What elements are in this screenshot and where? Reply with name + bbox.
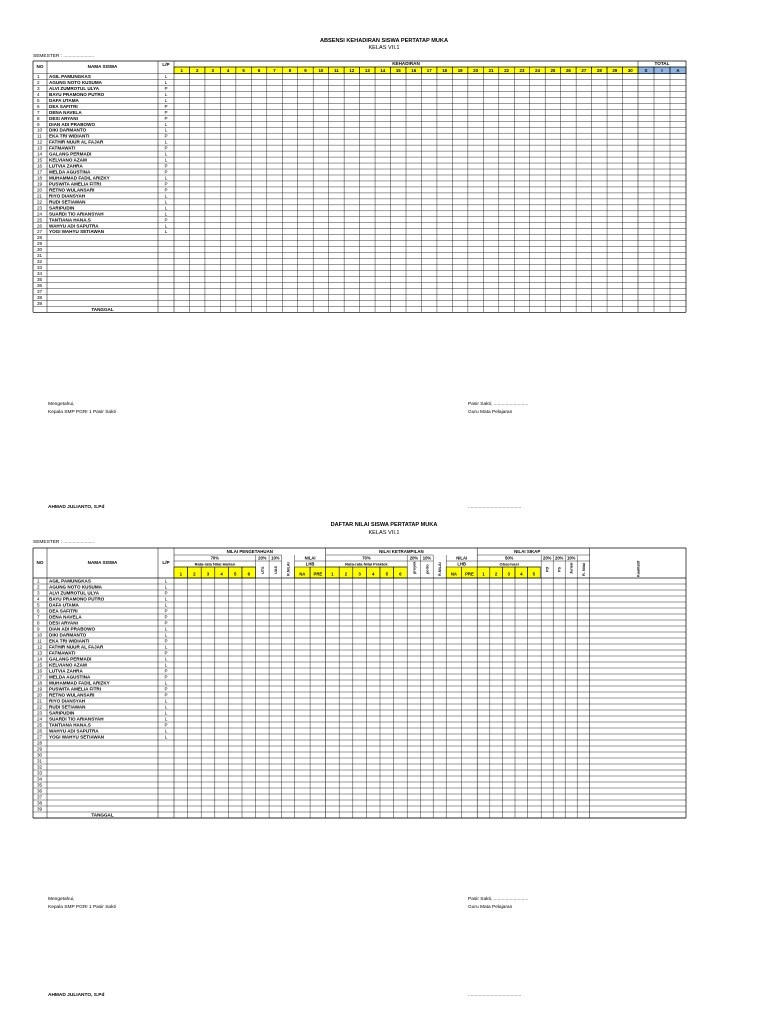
sikap-pct50: 50% <box>505 555 514 561</box>
student-no: 34 <box>37 776 43 782</box>
day-number: 1 <box>180 67 183 73</box>
student-no: 34 <box>37 271 43 277</box>
student-name: MELDA AGUSTINA <box>49 169 91 175</box>
student-no: 1 <box>37 74 40 79</box>
att-sign-right-2: Guru Mata Pelajaran <box>468 410 513 415</box>
student-lp: P <box>164 103 168 109</box>
student-no: 20 <box>37 692 43 698</box>
student-lp: P <box>164 169 168 175</box>
student-no: 39 <box>37 300 43 306</box>
day-number: 28 <box>596 67 602 73</box>
keterampilan-lhb: LHB <box>457 561 467 567</box>
grd-sign-left-1: Mengetahui, <box>48 897 75 902</box>
day-number: 25 <box>550 67 556 73</box>
student-name: LUTVIA ZAHRA <box>49 163 83 169</box>
student-no: 29 <box>37 241 43 247</box>
student-no: 26 <box>37 223 43 229</box>
student-lp: L <box>164 716 168 722</box>
student-name: ALVI ZUMROTUL ULYA <box>49 590 100 596</box>
student-lp: P <box>164 614 168 620</box>
student-no: 23 <box>37 205 43 211</box>
pengetahuan-score-col: 3 <box>206 571 210 577</box>
student-name: DAFA UTAMA <box>49 97 79 103</box>
attendance-semester: SEMESTER : ....................... <box>33 54 95 59</box>
student-name: DENA NAVELA <box>49 614 82 620</box>
grades-semester: SEMESTER : ....................... <box>33 540 95 545</box>
total-column-label: I <box>661 67 663 73</box>
student-lp: P <box>164 187 168 193</box>
student-no: 16 <box>37 668 43 674</box>
student-name: GALANG PERMADI <box>49 151 92 157</box>
student-no: 2 <box>37 584 40 590</box>
student-lp: P <box>164 163 168 169</box>
student-name: MUHAMMAD FADIL ARIZKY <box>49 680 110 686</box>
student-no: 23 <box>37 710 43 716</box>
student-name: DESI ARYANI <box>49 620 78 626</box>
pengetahuan-score-col: 1 <box>179 571 183 577</box>
student-name: DIAN ADI PRABOWO <box>49 121 96 127</box>
student-no: 26 <box>37 728 43 734</box>
header-name: NAMA SISWA <box>87 560 118 565</box>
student-no: 31 <box>37 758 43 764</box>
student-no: 35 <box>37 276 43 282</box>
student-no: 24 <box>37 716 43 722</box>
student-no: 15 <box>37 157 43 163</box>
student-no: 13 <box>37 145 43 151</box>
attendance-title: ABSENSI KEHADIRAN SISWA PERTATAP MUKA <box>319 38 449 44</box>
student-no: 32 <box>37 259 43 265</box>
student-name: MUHAMMAD FADIL ARIZKY <box>49 175 110 181</box>
student-name: SUARDI TIO ARIANSYAH <box>49 211 104 217</box>
student-lp: P <box>164 674 168 680</box>
sikap-col-number: 1 <box>482 571 485 577</box>
student-lp: P <box>164 668 168 674</box>
grd-sign-left-2: Kepala SMP PGRI 1 Pasir Sakti <box>48 905 116 910</box>
student-lp: L <box>164 698 168 704</box>
student-name: DENA NAVELA <box>49 109 82 115</box>
student-lp: P <box>164 686 168 692</box>
student-lp: L <box>164 734 168 740</box>
student-lp: L <box>164 632 168 638</box>
student-lp: P <box>164 109 168 115</box>
student-lp: L <box>164 680 168 686</box>
student-no: 30 <box>37 752 43 758</box>
header-kehadiran: KEHADIRAN <box>392 60 420 66</box>
student-lp: L <box>164 157 168 163</box>
day-number: 21 <box>488 67 494 73</box>
grades-class: KELAS VII.1 <box>368 530 400 536</box>
grd-signatory-line: ........................................ <box>468 993 522 998</box>
student-no: 5 <box>37 97 40 103</box>
keterampilan-score-col: 1 <box>331 571 334 577</box>
student-no: 7 <box>37 614 40 620</box>
sikap-kualitatif: Kualitatif <box>636 560 641 577</box>
sikap-group-title: NILAI SIKAP <box>514 549 541 554</box>
student-no: 14 <box>37 151 43 157</box>
student-name: YOGI WAHYU SETIAWAN <box>49 734 105 740</box>
day-number: 23 <box>519 67 525 73</box>
student-name: RUDI SETIAWAN <box>49 704 86 710</box>
student-lp: L <box>164 710 168 716</box>
day-number: 6 <box>257 67 261 73</box>
pengetahuan-col-b: UAS <box>273 565 278 574</box>
student-no: 27 <box>37 229 43 235</box>
student-lp: L <box>164 656 168 662</box>
student-no: 17 <box>37 674 43 680</box>
student-name: BAYU PRAMONO PUTRO <box>49 91 105 97</box>
student-no: 18 <box>37 680 43 686</box>
keterampilan-score-col: 4 <box>371 571 375 577</box>
keterampilan-score-col: 6 <box>399 571 402 577</box>
student-name: KELVIANO AZAM <box>49 157 87 163</box>
day-number: 16 <box>411 67 417 73</box>
student-name: DIKI DARMANTO <box>49 632 87 638</box>
sikap-pd: PD <box>545 566 550 572</box>
student-name: PUSWITA AMELIA FITRI <box>49 686 101 692</box>
grd-signatory-name: AHMAD JULIANTO, S.Pd <box>48 993 105 998</box>
student-no: 15 <box>37 662 43 668</box>
att-signatory-line: ........................................ <box>468 505 522 510</box>
student-no: 11 <box>37 638 42 644</box>
pengetahuan-score-col: 2 <box>193 571 196 577</box>
student-name: PUSWITA AMELIA FITRI <box>49 181 101 187</box>
day-number: 29 <box>612 67 618 73</box>
student-lp: P <box>164 722 168 728</box>
student-no: 30 <box>37 247 43 253</box>
student-lp: P <box>164 115 168 121</box>
student-name: DESI ARYANI <box>49 115 78 121</box>
keterampilan-pre: PRE <box>465 571 474 577</box>
student-lp: P <box>164 133 168 139</box>
sikap-col-number: 5 <box>532 571 536 577</box>
student-name: DIKI DARMANTO <box>49 127 87 133</box>
footer-tanggal: TANGGAL <box>91 812 114 818</box>
student-name: KELVIANO AZAM <box>49 662 87 668</box>
keterampilan-score-col: 3 <box>358 571 361 577</box>
student-no: 25 <box>37 722 43 728</box>
student-no: 37 <box>37 288 43 294</box>
sikap-pct20a: 20% <box>543 555 552 561</box>
header-name: NAMA SISWA <box>87 64 118 69</box>
student-lp: L <box>164 79 168 85</box>
student-lp: L <box>164 644 168 650</box>
attendance-class: KELAS VII.1 <box>368 45 400 51</box>
footer-tanggal: TANGGAL <box>91 306 114 312</box>
student-no: 33 <box>37 265 43 271</box>
student-no: 9 <box>37 626 40 632</box>
student-no: 16 <box>37 163 43 169</box>
pengetahuan-col-a: UTS <box>260 566 265 574</box>
keterampilan-score-col: 2 <box>344 571 348 577</box>
student-lp: L <box>164 91 168 97</box>
keterampilan-col-a: proyek <box>412 561 417 574</box>
student-no: 8 <box>37 115 40 121</box>
student-no: 22 <box>37 199 43 205</box>
grd-sign-right-2: Guru Mata Pelajaran <box>468 905 513 910</box>
student-lp: L <box>164 728 168 734</box>
student-lp: P <box>164 608 168 614</box>
student-lp: L <box>164 151 168 157</box>
keterampilan-pct20: 20% <box>409 555 419 561</box>
student-no: 1 <box>37 578 40 584</box>
student-no: 14 <box>37 656 43 662</box>
student-name: RIYO DIANSYAH <box>49 193 86 199</box>
student-name: AGIL PAMUNGKAS <box>49 578 91 584</box>
day-number: 17 <box>426 67 432 73</box>
sikap-observasi: Observasi <box>499 561 519 567</box>
total-column-label: A <box>676 67 680 73</box>
student-name: TANTIANA HANA.S <box>49 722 91 728</box>
att-sign-left-1: Mengetahui, <box>48 402 75 407</box>
student-name: RUDI SETIAWAN <box>49 199 86 205</box>
day-number: 14 <box>380 67 386 73</box>
day-number: 18 <box>442 67 448 73</box>
student-lp: L <box>164 596 168 602</box>
student-name: EKA TRI WIDIANTI <box>49 638 90 644</box>
att-signatory-name: AHMAD JULIANTO, S.Pd <box>48 505 105 510</box>
student-lp: L <box>164 626 168 632</box>
day-number: 8 <box>288 67 292 73</box>
day-number: 4 <box>226 67 230 73</box>
header-lp: L/P <box>162 62 170 67</box>
student-no: 36 <box>37 282 43 288</box>
student-name: SARIPUDIN <box>49 205 75 211</box>
pengetahuan-r-nilai: R.NILAI <box>286 562 291 576</box>
sikap-col-number: 4 <box>520 571 523 577</box>
pengetahuan-pct70: 70% <box>210 555 219 561</box>
student-lp: L <box>164 223 168 229</box>
student-no: 20 <box>37 187 43 193</box>
pengetahuan-nilai-top: NILAI <box>304 555 316 561</box>
student-no: 3 <box>37 590 40 596</box>
sikap-r-nilai: R. Nilai <box>581 563 586 576</box>
student-name: AGUNG NOTO KUSUMA <box>49 79 102 85</box>
pengetahuan-score-col: 6 <box>247 571 251 577</box>
student-name: FATMAWATI <box>49 145 76 151</box>
keterampilan-score-col: 5 <box>385 571 389 577</box>
pengetahuan-pct10: 10% <box>271 555 280 561</box>
student-no: 2 <box>37 79 40 85</box>
student-no: 11 <box>37 133 42 139</box>
student-no: 37 <box>37 794 43 800</box>
student-no: 12 <box>37 139 43 145</box>
day-number: 26 <box>565 67 571 73</box>
day-number: 20 <box>473 67 479 73</box>
student-lp: L <box>164 662 168 668</box>
day-number: 2 <box>195 67 199 73</box>
student-no: 38 <box>37 800 43 806</box>
student-lp: L <box>164 584 168 590</box>
student-lp: L <box>164 229 168 235</box>
grades-title: DAFTAR NILAI SISWA PERTATAP MUKA <box>330 522 438 528</box>
student-name: YOGI WAHYU SETIAWAN <box>49 229 105 235</box>
student-no: 21 <box>37 193 43 199</box>
att-sign-right-1: Pasir Sakti, .......................... <box>468 402 529 407</box>
student-name: BAYU PRAMONO PUTRO <box>49 596 105 602</box>
student-no: 25 <box>37 217 43 223</box>
student-no: 33 <box>37 770 43 776</box>
pengetahuan-score-col: 4 <box>220 571 223 577</box>
student-name: TANTIANA HANA.S <box>49 217 91 223</box>
student-no: 5 <box>37 602 40 608</box>
pengetahuan-pre: PRE <box>313 571 323 577</box>
student-name: WAHYU ADI SAPUTRA <box>49 223 99 229</box>
student-name: RIYO DIANSYAH <box>49 698 86 704</box>
student-lp: L <box>164 578 168 584</box>
student-lp: P <box>164 181 168 187</box>
student-name: WAHYU ADI SAPUTRA <box>49 728 99 734</box>
student-name: SUARDI TIO ARIANSYAH <box>49 716 104 722</box>
student-no: 7 <box>37 109 40 115</box>
student-name: RETNO WULANSARI <box>49 692 95 698</box>
student-name: FATMAWATI <box>49 650 76 656</box>
student-no: 3 <box>37 85 40 91</box>
header-lp: L/P <box>162 560 170 565</box>
day-number: 27 <box>581 67 587 73</box>
att-sign-left-2: Kepala SMP PGRI 1 Pasir Sakti <box>48 410 116 415</box>
student-lp: L <box>164 139 168 145</box>
student-no: 6 <box>37 608 40 614</box>
keterampilan-r-nilai: R.NILAI <box>438 562 443 576</box>
student-name: DAFA UTAMA <box>49 602 79 608</box>
student-lp: L <box>164 175 168 181</box>
day-number: 30 <box>627 67 633 73</box>
student-lp: P <box>164 638 168 644</box>
student-no: 31 <box>37 253 43 259</box>
student-no: 10 <box>37 632 43 638</box>
student-no: 22 <box>37 704 43 710</box>
student-no: 18 <box>37 175 43 181</box>
student-name: EKA TRI WIDIANTI <box>49 133 90 139</box>
day-number: 15 <box>395 67 401 73</box>
sikap-col-number: 2 <box>494 571 498 577</box>
student-name: GALANG PERMADI <box>49 656 92 662</box>
student-no: 24 <box>37 211 43 217</box>
day-number: 3 <box>211 67 214 73</box>
day-number: 9 <box>304 67 307 73</box>
pengetahuan-group-title: NILAI PENGETAHUAN <box>226 549 273 554</box>
student-no: 10 <box>37 127 43 133</box>
header-no: NO <box>36 64 44 69</box>
day-number: 22 <box>504 67 509 73</box>
student-no: 19 <box>37 686 43 692</box>
student-lp: L <box>164 127 168 133</box>
keterampilan-col-b: porto <box>425 564 430 574</box>
student-no: 35 <box>37 782 43 788</box>
student-no: 4 <box>37 91 40 97</box>
day-number: 7 <box>273 67 276 73</box>
pengetahuan-avg-label: Rata-rata Nilai Harian <box>194 561 236 567</box>
student-no: 6 <box>37 103 40 109</box>
student-lp: L <box>164 74 168 79</box>
student-lp: P <box>164 650 168 656</box>
day-number: 5 <box>242 67 245 73</box>
header-no: NO <box>36 560 44 565</box>
student-no: 4 <box>37 596 40 602</box>
day-number: 19 <box>457 67 463 73</box>
keterampilan-avg-label: Rata-rata Nilai Praktek <box>345 561 388 567</box>
student-lp: L <box>164 199 168 205</box>
day-number: 24 <box>535 67 540 73</box>
sikap-col-number: 3 <box>507 571 510 577</box>
grd-sign-right-1: Pasir Sakti, .......................... <box>468 897 529 902</box>
student-no: 39 <box>37 806 43 812</box>
student-no: 28 <box>37 235 43 241</box>
student-lp: P <box>164 85 168 91</box>
student-name: FATHIR NUUR AL FAJAR <box>49 139 104 145</box>
student-name: LUTVIA ZAHRA <box>49 668 83 674</box>
student-name: SARIPUDIN <box>49 710 75 716</box>
pengetahuan-score-col: 5 <box>233 571 237 577</box>
day-number: 13 <box>364 67 370 73</box>
student-no: 12 <box>37 644 43 650</box>
student-no: 36 <box>37 788 43 794</box>
day-number: 12 <box>349 67 355 73</box>
keterampilan-pct10: 10% <box>422 555 432 561</box>
pengetahuan-na: NA <box>299 571 306 577</box>
student-name: MELDA AGUSTINA <box>49 674 91 680</box>
keterampilan-group-title: NILAI KETRAMPILAN <box>379 549 424 554</box>
student-name: RETNO WULANSARI <box>49 187 95 193</box>
student-lp: P <box>164 217 168 223</box>
student-no: 28 <box>37 740 43 746</box>
student-lp: P <box>164 590 168 596</box>
student-no: 27 <box>37 734 43 740</box>
student-lp: L <box>164 704 168 710</box>
pengetahuan-pct20: 20% <box>258 555 267 561</box>
keterampilan-pct70: 70% <box>362 555 371 561</box>
keterampilan-na: NA <box>450 571 457 577</box>
sikap-ps: PS <box>557 566 562 572</box>
student-no: 29 <box>37 746 43 752</box>
sikap-jurnal: Jurnal <box>569 562 574 574</box>
student-lp: L <box>164 193 168 199</box>
student-no: 17 <box>37 169 43 175</box>
student-name: DEA SAFITRI <box>49 103 78 109</box>
student-no: 9 <box>37 121 40 127</box>
day-number: 11 <box>334 67 339 73</box>
keterampilan-nilai-top: NILAI <box>456 555 468 561</box>
student-lp: P <box>164 692 168 698</box>
student-no: 21 <box>37 698 43 704</box>
student-no: 19 <box>37 181 43 187</box>
student-lp: P <box>164 620 168 626</box>
student-lp: L <box>164 97 168 103</box>
student-name: AGIL PAMUNGKAS <box>49 74 91 79</box>
day-number: 10 <box>318 67 324 73</box>
student-lp: L <box>164 602 168 608</box>
header-total: TOTAL <box>654 60 670 66</box>
student-lp: P <box>164 145 168 151</box>
student-name: FATHIR NUUR AL FAJAR <box>49 644 104 650</box>
student-no: 32 <box>37 764 43 770</box>
student-lp: L <box>164 205 168 211</box>
total-column-label: S <box>644 67 648 73</box>
sikap-pct20b: 20% <box>555 555 564 561</box>
pengetahuan-lhb: LHB <box>305 561 315 567</box>
student-name: AGUNG NOTO KUSUMA <box>49 584 102 590</box>
student-name: DEA SAFITRI <box>49 608 78 614</box>
student-name: DIAN ADI PRABOWO <box>49 626 96 632</box>
student-no: 13 <box>37 650 43 656</box>
student-lp: L <box>164 211 168 217</box>
student-no: 8 <box>37 620 40 626</box>
student-no: 38 <box>37 294 43 300</box>
student-name: ALVI ZUMROTUL ULYA <box>49 85 100 91</box>
student-lp: L <box>164 121 168 127</box>
sikap-pct10: 10% <box>567 555 576 561</box>
